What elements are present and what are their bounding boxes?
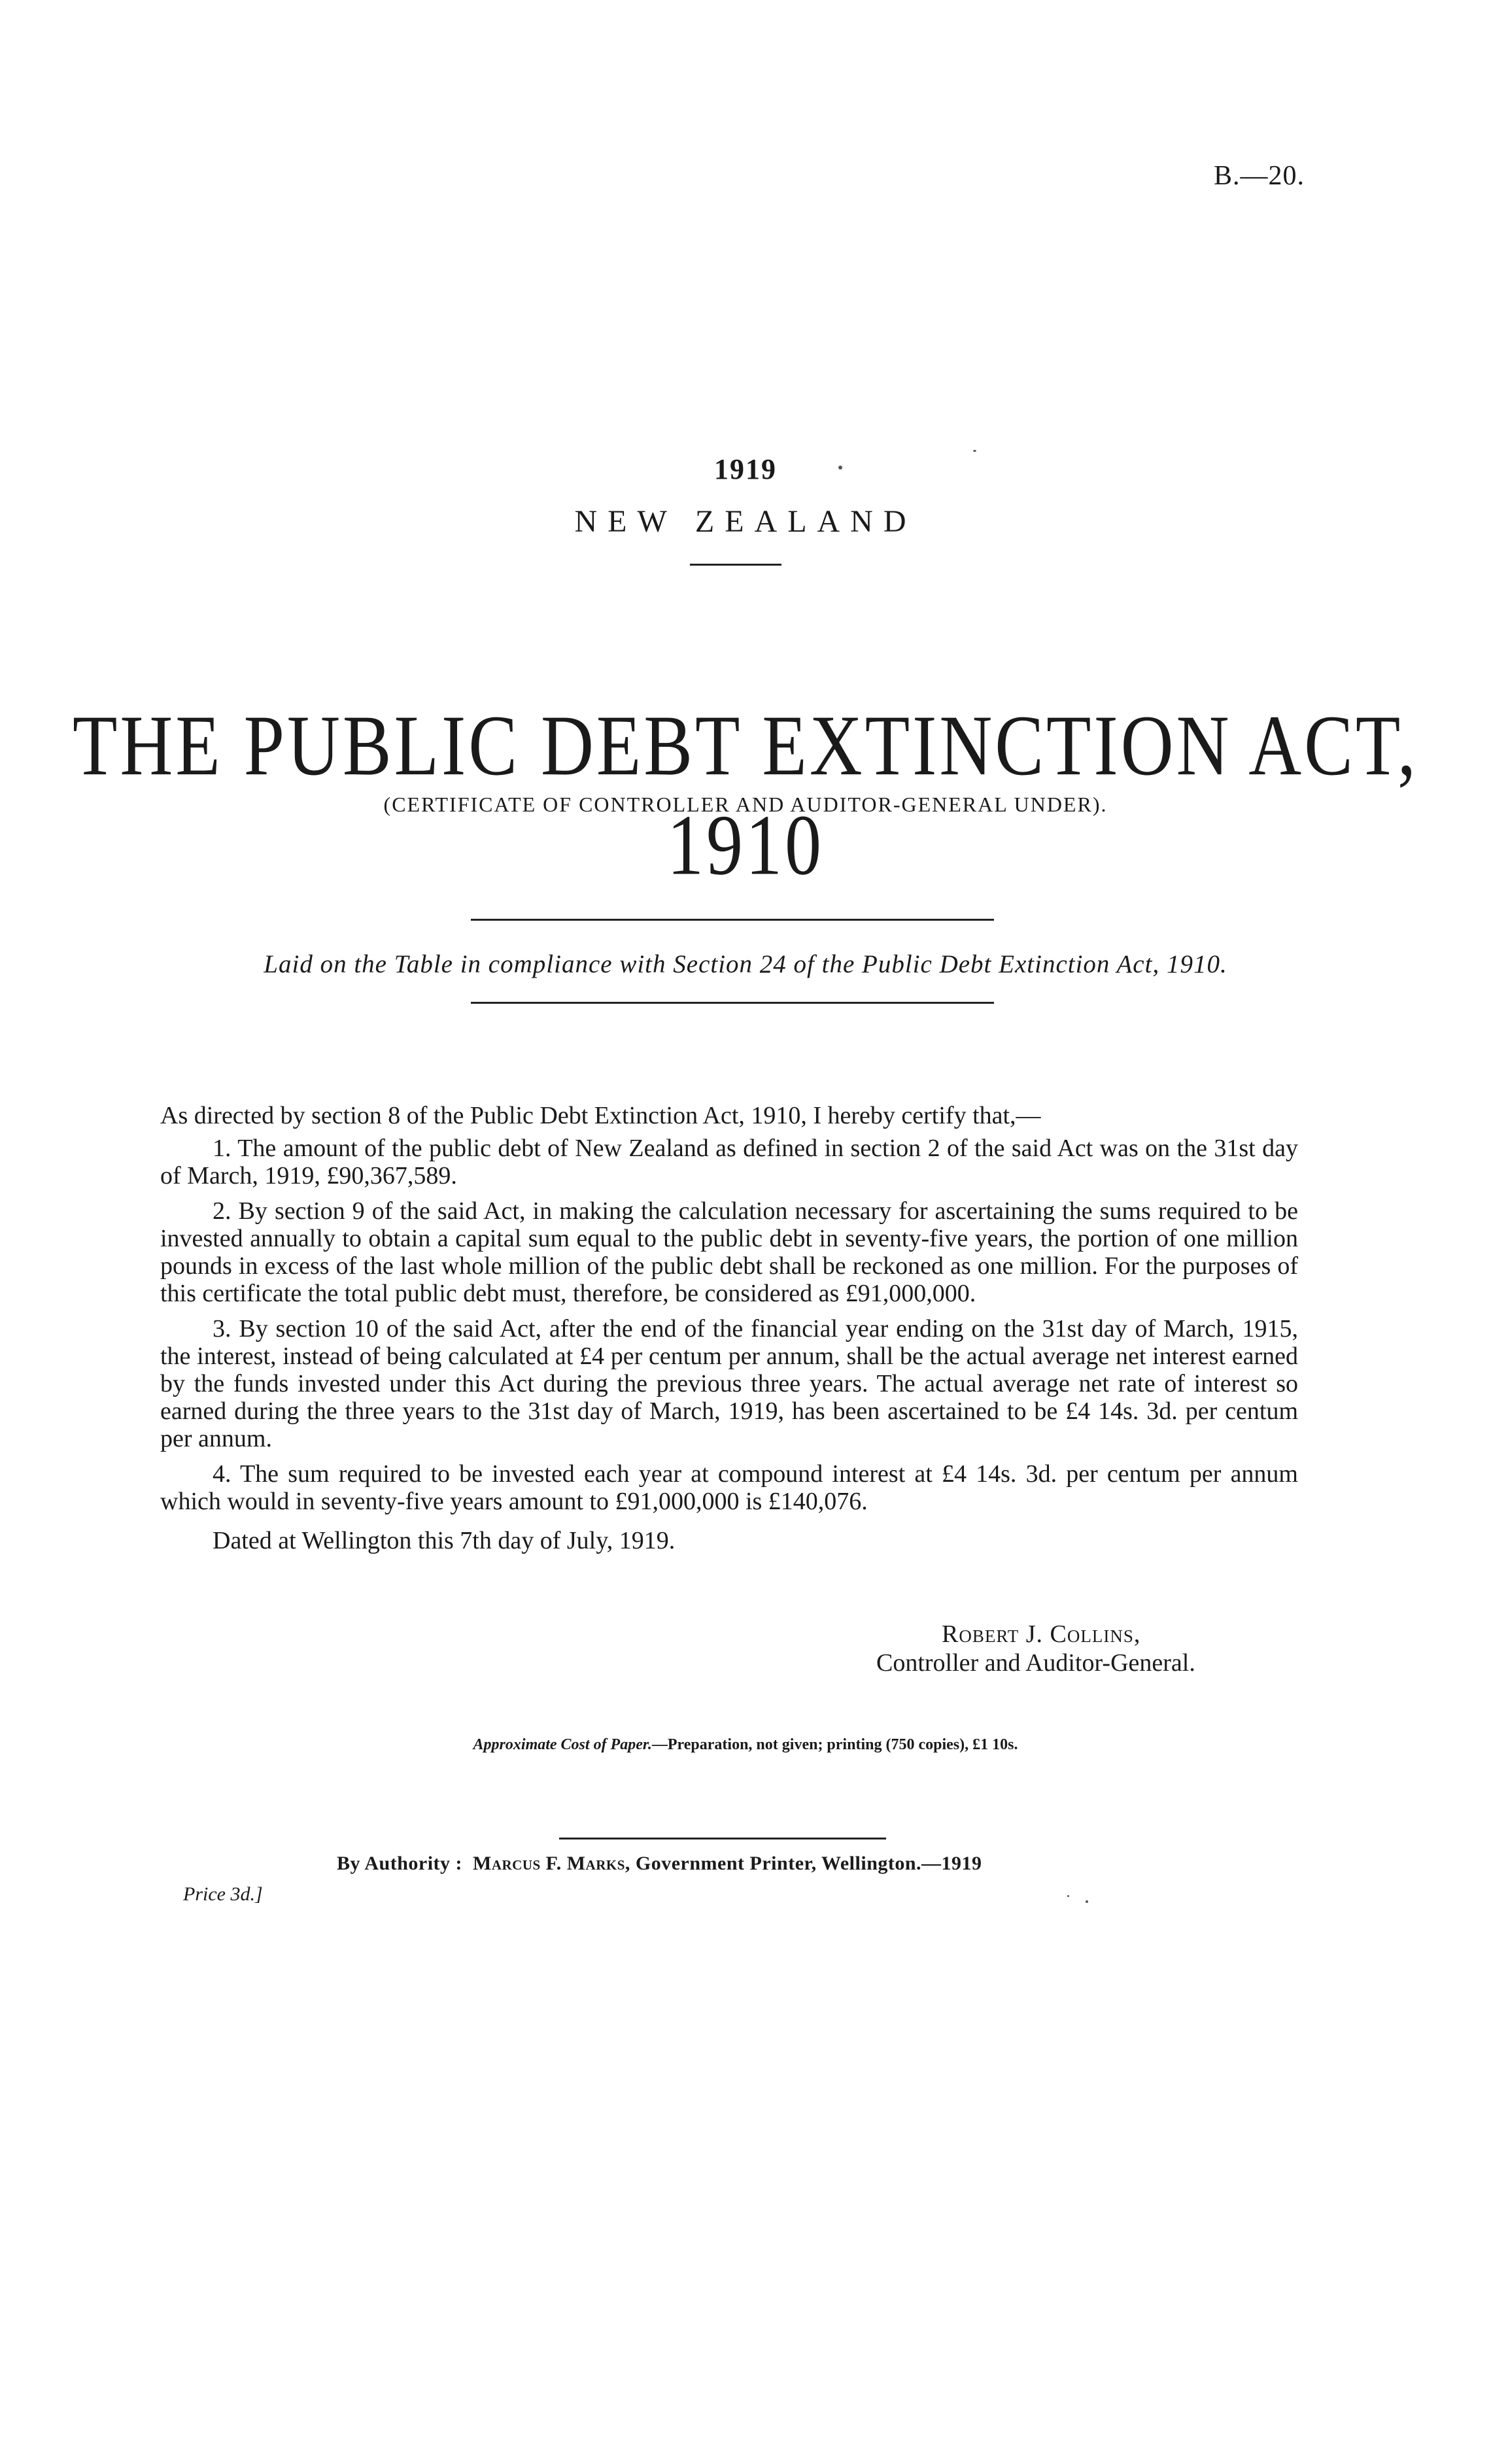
signatory-title: Controller and Auditor-General. [876, 1649, 1195, 1677]
authority-rule [559, 1838, 886, 1839]
price: Price 3d.] [183, 1883, 263, 1905]
certificate-body [160, 1102, 1298, 1562]
printer-authority [337, 1853, 982, 1875]
certificate-paragraph-3: 3. By section 10 of the said Act, after the end of the financial year ending on the 31st day of March, 1915, the interest, instead of being calculated at £4 per centum per annum, shall be the actual average net interest earned by the funds invested under this Act during the previous three years. The actual average net rate of interest so earned during the three years to the 31st day of March, 1919, has been ascertained to be £4 14s. 3d. per centum per annum. [160, 1315, 1298, 1452]
cost-label: Approximate Cost of Paper. [473, 1736, 652, 1753]
print-speck [1067, 1895, 1069, 1897]
document-year: 1919 [714, 453, 777, 485]
heading-divider [690, 564, 781, 566]
signatory-name: Robert J. Collins, [942, 1620, 1141, 1648]
printer-name: Marcus F. Marks, [473, 1853, 630, 1874]
cost-of-paper [0, 1736, 1491, 1754]
authority-label: By Authority : [337, 1853, 463, 1874]
cost-text: —Preparation, not given; printing (750 copies), £1 10s. [651, 1736, 1018, 1753]
page-subtitle: (CERTIFICATE OF CONTROLLER AND AUDITOR-GENERAL UNDER). [383, 793, 1108, 816]
laid-notice: Laid on the Table in compliance with Section 24 of the Public Debt Extinction Act, 1910. [264, 950, 1227, 978]
signature-block [876, 1620, 1195, 1677]
certificate-paragraph-4: 4. The sum required to be invested each year at compound interest at £4 14s. 3d. per centum per annum which would in seventy-five years amount to £91,000,000 is £140,076. [160, 1460, 1298, 1515]
country-heading: NEW ZEALAND [574, 504, 917, 539]
certificate-intro: As directed by section 8 of the Public Debt Extinction Act, 1910, I hereby certify that,— [160, 1102, 1041, 1129]
certificate-paragraph-2: 2. By section 9 of the said Act, in making the calculation necessary for ascertaining the sums required to be invested annually to obtain a capital sum equal to the public debt in seventy-five years, the portion of one million pounds in excess of the last whole million of the public debt shall be reckoned as one million. For the purposes of this certificate the total public debt must, therefore, be considered as £91,000,000. [160, 1197, 1298, 1307]
print-speck [1086, 1900, 1088, 1903]
print-speck [838, 466, 842, 470]
page-title: THE PUBLIC DEBT EXTINCTION ACT, 1910 [73, 698, 1418, 893]
certificate-paragraph-1: 1. The amount of the public debt of New Zealand as defined in section 2 of the said Act was on the 31st day of March, 1919, £90,367,589. [160, 1135, 1298, 1189]
laid-notice-bottom-rule [471, 1002, 994, 1004]
laid-notice-top-rule [471, 919, 994, 921]
print-speck [973, 450, 976, 452]
dated-line: Dated at Wellington this 7th day of July, 1919. [213, 1527, 676, 1554]
printer-text: Government Printer, Wellington.—1919 [635, 1853, 982, 1874]
document-reference: B.—20. [1213, 161, 1305, 191]
